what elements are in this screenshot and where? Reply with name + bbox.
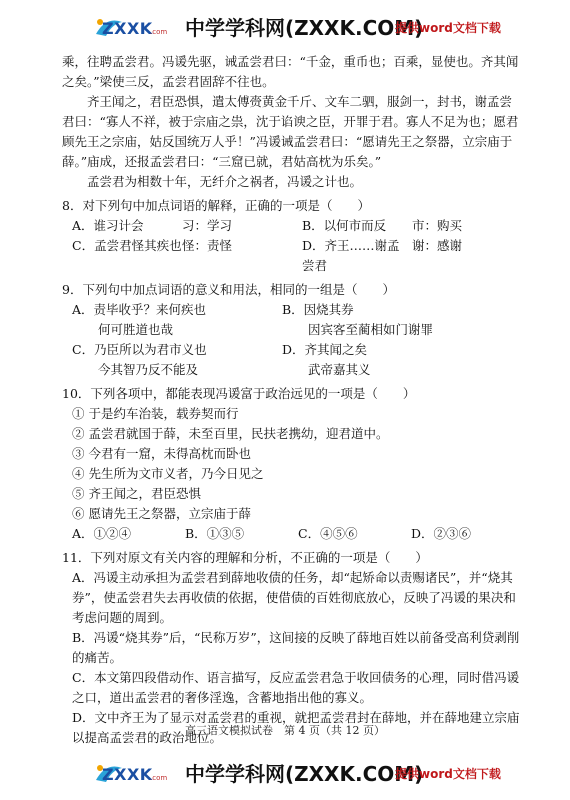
q11-option-c[interactable]: C．本文第四段借动作、语言描写，反应孟尝君急于收回债务的心理，同时借冯谖之口，道出孟尝君的奢侈淫逸，含蓄地指出他的寡义。 [72, 670, 520, 705]
question-8 [62, 196, 524, 276]
q8-option-c-gloss: 怪：责怪 [182, 238, 233, 253]
q8-option-b-gloss: 市：购买 [412, 218, 463, 233]
q9-option-a-line2: 何可胜道也哉 [98, 322, 174, 337]
download-link[interactable]: 提供word文档下载 [395, 21, 501, 35]
question-10-title: 10．下列各项中，都能表现冯谖富于政治远见的一项是（ ） [62, 386, 416, 401]
q9-option-c-line2: 今其智乃反不能及 [98, 362, 199, 377]
question-10 [62, 384, 524, 544]
q10-item-5: ⑤ 齐王闻之，君臣恐惧 [72, 486, 201, 501]
q10-item-4: ④ 先生所为文市义者，乃今日见之 [72, 466, 264, 481]
passage-text-1: 乘，往聘孟尝君。冯谖先驱，诫孟尝君曰：“千金，重币也；百乘，显使也。齐其闻之矣。”梁使三反，孟尝君固辞不往也。 [62, 54, 519, 89]
q8-option-d-gloss: 谢：感谢 [412, 238, 463, 253]
footer-banner [0, 752, 570, 796]
question-9-options [62, 300, 524, 380]
q10-item-2: ② 孟尝君就国于薛，未至百里，民扶老携幼，迎君道中。 [72, 426, 389, 441]
q9-option-d[interactable]: D．齐其闻之矣 [282, 342, 368, 357]
logo-text: ZXXK [102, 765, 153, 784]
exam-content [62, 52, 524, 748]
question-11-options [62, 568, 524, 748]
q8-option-c[interactable]: C．孟尝君怪其疾也 [72, 238, 182, 253]
question-11 [62, 548, 524, 748]
download-link-bottom[interactable]: 提供word文档下载 [395, 767, 501, 781]
q11-option-b[interactable]: B．冯谖“烧其券”后，“民称万岁”，这间接的反映了薛地百姓以前备受高利贷剥削的痛苦。 [72, 630, 520, 665]
q9-option-b-line2: 因宾客至蔺相如门谢罪 [308, 322, 434, 337]
q9-option-d-line2: 武帝嘉其义 [308, 362, 371, 377]
q8-option-a-gloss: 习：学习 [182, 218, 233, 233]
q9-option-b[interactable]: B．因烧其券 [282, 302, 354, 317]
q9-option-a[interactable]: A．责毕收乎？来何疾也 [72, 302, 207, 317]
passage-paragraph-2: 齐王闻之，君臣恐惧，遣太傅赍黄金千斤、文车二驷，服剑一，封书，谢孟尝君曰：“寡人不祥，被于宗庙之祟，沈于谄谀之臣，开罪于君。寡人不足为也；愿君顾先王之宗庙，姑反国统万人乎！”冯谖诫孟尝君曰：“愿请先王之祭器，立宗庙于薛。”庙成，还报孟尝君曰：“三窟已就，君姑高枕为乐矣。” [62, 94, 519, 169]
q10-item-3: ③ 今君有一窟，未得高枕而卧也 [72, 446, 251, 461]
question-9-title: 9．下列句中加点词语的意义和用法，相同的一组是（ ） [62, 282, 395, 297]
q11-option-a[interactable]: A．冯谖主动承担为孟尝君到薛地收债的任务，却“起矫命以责赐诸民”，并“烧其券”，使孟尝君失去再收债的依据，使借债的百姓彻底放心，反映了冯谖的果决和考虑问题的周到。 [72, 570, 516, 625]
logo-sub: .com [150, 774, 168, 782]
q10-choice-d[interactable]: D．②③⑥ [411, 526, 472, 541]
question-8-options [62, 216, 524, 276]
q10-choice-c[interactable]: C．④⑤⑥ [298, 526, 358, 541]
site-name-bottom: 中学学科网(ZXXK.COM) [185, 762, 424, 786]
q10-item-1: ① 于是约车治装，载券契而行 [72, 406, 239, 421]
passage-paragraph-1 [62, 52, 524, 92]
q11-option-d[interactable]: D．文中齐王为了显示对孟尝君的重视，就把孟尝君封在薛地，并在薛地建立宗庙以提高孟尝君的政治地位。 [72, 710, 520, 745]
q8-option-d[interactable]: D．齐王……谢孟尝君 [302, 238, 400, 273]
q10-choice-a[interactable]: A．①②④ [72, 526, 132, 541]
logo-sub: .com [150, 28, 168, 36]
zxxk-logo-bottom[interactable] [92, 760, 180, 788]
q8-option-b[interactable]: B．以何市而反 [302, 218, 387, 233]
logo-text: ZXXK [102, 19, 153, 38]
q10-item-6: ⑥ 愿请先王之祭器，立宗庙于薛 [72, 506, 251, 521]
question-10-choices [62, 524, 524, 544]
q10-choice-b[interactable]: B．①③⑤ [185, 526, 245, 541]
passage-paragraph-3: 孟尝君为相数十年，无纤介之祸者，冯谖之计也。 [87, 174, 363, 189]
q8-option-a[interactable]: A．谁习计会 [72, 218, 144, 233]
q9-option-c[interactable]: C．乃臣所以为君市义也 [72, 342, 207, 357]
site-name: 中学学科网(ZXXK.COM) [185, 16, 424, 40]
question-8-title: 8．对下列句中加点词语的解释，正确的一项是（ ） [62, 198, 370, 213]
question-10-items [62, 404, 524, 524]
header-banner [0, 6, 570, 50]
page-footer: 高三语文模拟试卷 第 4 页（共 12 页） [185, 724, 385, 737]
question-11-title: 11．下列对原文有关内容的理解和分析，不正确的一项是（ ） [62, 550, 428, 565]
question-9 [62, 280, 524, 380]
zxxk-logo[interactable] [92, 14, 180, 42]
